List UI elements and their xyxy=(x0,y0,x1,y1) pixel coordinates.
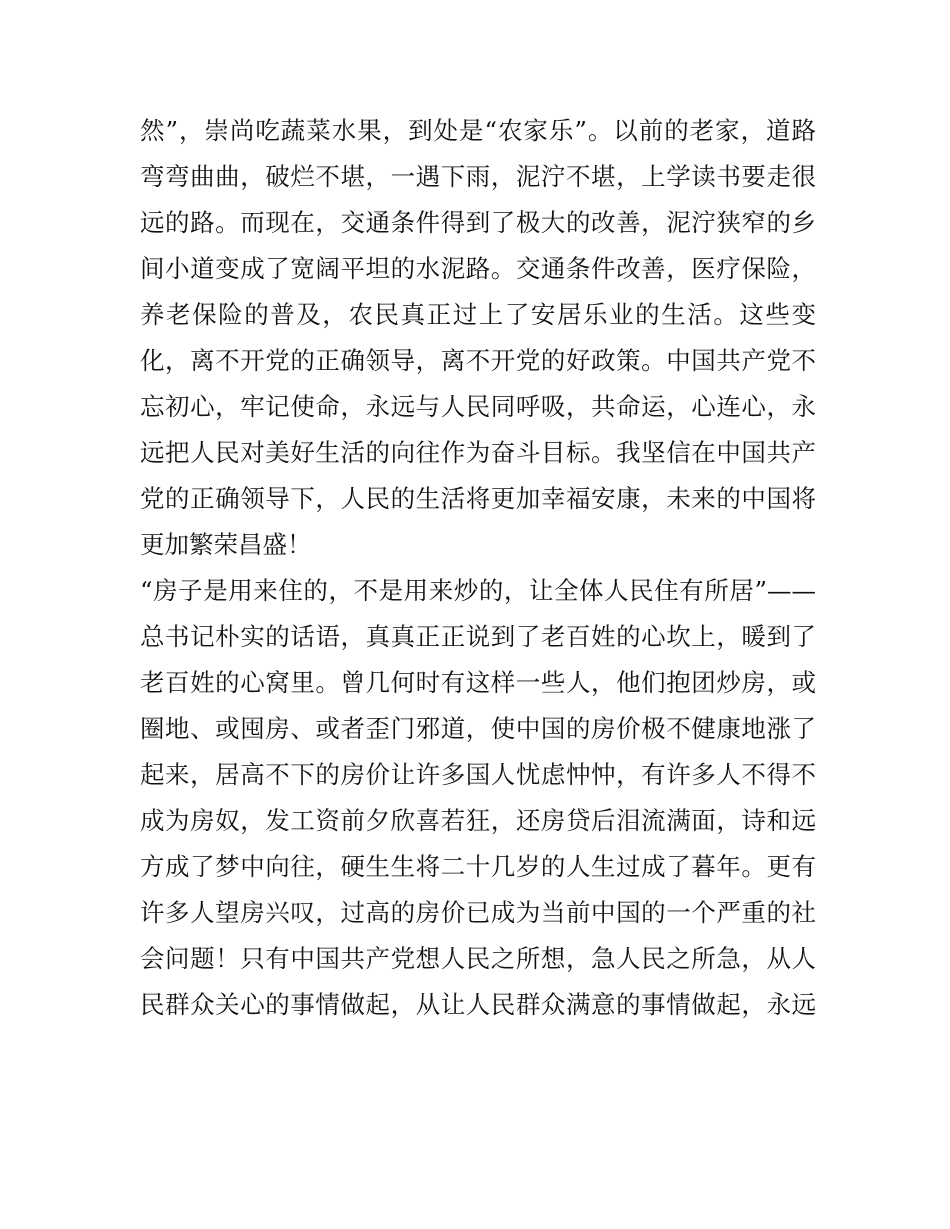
text-line: 远的路。而现在，交通条件得到了极大的改善，泥泞狭窄的乡 xyxy=(140,208,816,237)
text-line: 养老保险的普及，农民真正过上了安居乐业的生活。这些变 xyxy=(140,300,816,329)
text-line: 方成了梦中向往，硬生生将二十几岁的人生过成了暮年。更有 xyxy=(140,852,816,881)
text-line: 老百姓的心窝里。曾几何时有这样一些人，他们抱团炒房，或 xyxy=(140,668,816,697)
text-line: “房子是用来住的，不是用来炒的，让全体人民住有所居”—— xyxy=(140,576,816,605)
text-line: 会问题！只有中国共产党想人民之所想，急人民之所急，从人 xyxy=(140,944,816,973)
text-line: 然”，崇尚吃蔬菜水果，到处是“农家乐”。以前的老家，道路 xyxy=(140,116,816,145)
text-line: 远把人民对美好生活的向往作为奋斗目标。我坚信在中国共产 xyxy=(140,438,816,467)
text-line: 起来，居高不下的房价让许多国人忧虑忡忡，有许多人不得不 xyxy=(140,760,816,789)
text-line: 忘初心，牢记使命，永远与人民同呼吸，共命运，心连心，永 xyxy=(140,392,816,421)
text-line: 间小道变成了宽阔平坦的水泥路。交通条件改善，医疗保险， xyxy=(140,254,816,283)
text-line: 许多人望房兴叹，过高的房价已成为当前中国的一个严重的社 xyxy=(140,898,816,927)
text-line: 总书记朴实的话语，真真正正说到了老百姓的心坎上，暖到了 xyxy=(140,622,816,651)
paragraph-end-line: 更加繁荣昌盛！ xyxy=(140,530,312,559)
text-line: 圈地、或囤房、或者歪门邪道，使中国的房价极不健康地涨了 xyxy=(140,714,816,743)
body-text xyxy=(140,108,816,1028)
text-line: 党的正确领导下，人民的生活将更加幸福安康，未来的中国将 xyxy=(140,484,816,513)
text-line: 成为房奴，发工资前夕欣喜若狂，还房贷后泪流满面，诗和远 xyxy=(140,806,816,835)
text-line: 弯弯曲曲，破烂不堪，一遇下雨，泥泞不堪，上学读书要走很 xyxy=(140,162,816,191)
text-line: 化，离不开党的正确领导，离不开党的好政策。中国共产党不 xyxy=(140,346,816,375)
text-line: 民群众关心的事情做起，从让人民群众满意的事情做起，永远 xyxy=(140,990,816,1019)
